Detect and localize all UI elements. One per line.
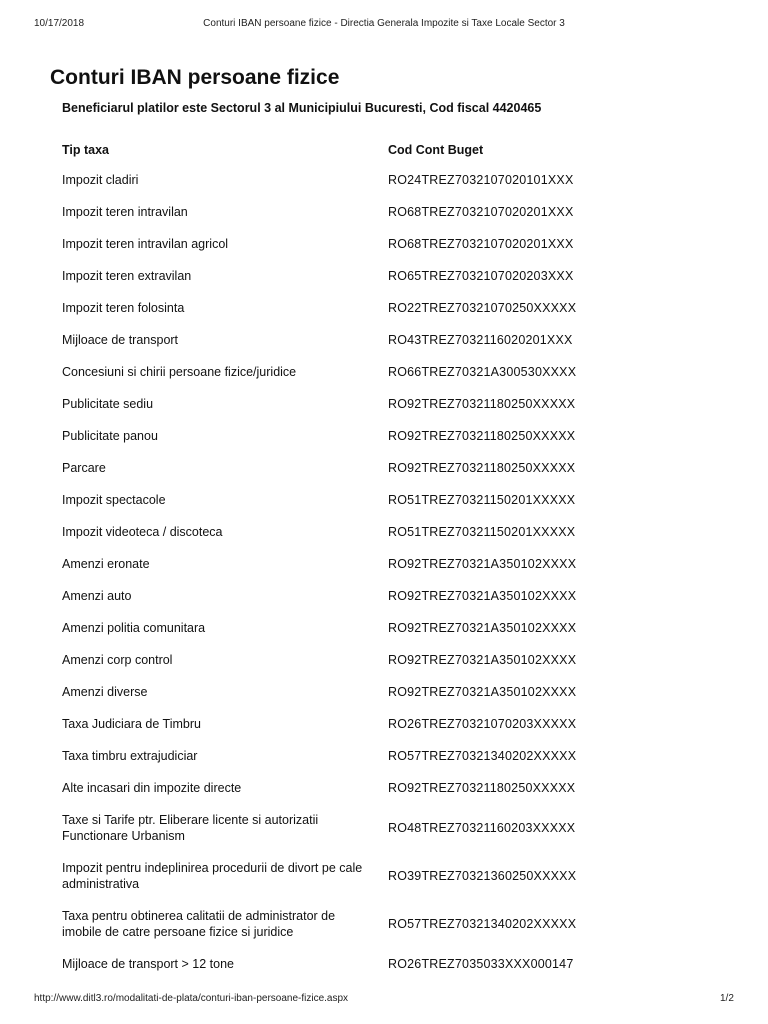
table-row xyxy=(52,804,724,852)
page-title: Conturi IBAN persoane fizice xyxy=(50,66,340,89)
tax-type-cell: Amenzi eronate xyxy=(62,557,150,571)
iban-cell: RO92TREZ70321180250XXXXX xyxy=(388,429,576,443)
iban-cell: RO92TREZ70321A350102XXXX xyxy=(388,589,577,603)
iban-cell: RO24TREZ7032107020101XXX xyxy=(388,173,574,187)
iban-cell: RO92TREZ70321180250XXXXX xyxy=(388,781,576,795)
tax-type-cell: Amenzi politia comunitara xyxy=(62,621,206,635)
table-row xyxy=(52,740,724,772)
iban-cell: RO57TREZ70321340202XXXXX xyxy=(388,917,577,931)
table-row xyxy=(52,260,724,292)
iban-cell: RO51TREZ70321150201XXXXX xyxy=(388,525,576,539)
print-page-title: Conturi IBAN persoane fizice - Directia Generala Impozite si Taxe Locale Sector 3 xyxy=(203,18,565,29)
tax-type-cell: Alte incasari din impozite directe xyxy=(62,781,242,795)
table-row xyxy=(52,676,724,708)
table-row xyxy=(52,772,724,804)
iban-cell: RO92TREZ70321A350102XXXX xyxy=(388,621,577,635)
iban-cell: RO43TREZ7032116020201XXX xyxy=(388,333,573,347)
iban-cell: RO68TREZ7032107020201XXX xyxy=(388,205,574,219)
table-row xyxy=(52,708,724,740)
table-row xyxy=(52,452,724,484)
iban-cell: RO26TREZ7035033XXX000147 xyxy=(388,957,574,971)
tax-type-cell: Concesiuni si chirii persoane fizice/juridice xyxy=(62,365,297,379)
tax-type-cell: Publicitate panou xyxy=(62,429,158,443)
iban-table xyxy=(52,136,724,980)
tax-type-cell: Impozit teren extravilan xyxy=(62,269,192,283)
tax-type-cell: Taxe si Tarife ptr. Eliberare licente si autorizatii Functionare Urbanism xyxy=(62,813,319,843)
iban-cell: RO66TREZ70321A300530XXXX xyxy=(388,365,577,379)
tax-type-cell: Impozit pentru indeplinirea procedurii de divort pe cale administrativa xyxy=(62,861,363,891)
table-header-row xyxy=(52,136,724,164)
table-row xyxy=(52,948,724,980)
table-row xyxy=(52,324,724,356)
table-row xyxy=(52,580,724,612)
table-row xyxy=(52,420,724,452)
table-row xyxy=(52,516,724,548)
table-row xyxy=(52,612,724,644)
iban-cell: RO22TREZ70321070250XXXXX xyxy=(388,301,577,315)
iban-cell: RO39TREZ70321360250XXXXX xyxy=(388,869,577,883)
iban-cell: RO48TREZ70321160203XXXXX xyxy=(388,821,576,835)
iban-cell: RO92TREZ70321180250XXXXX xyxy=(388,397,576,411)
tax-type-cell: Impozit cladiri xyxy=(62,173,139,187)
print-header xyxy=(0,6,768,29)
tax-type-cell: Impozit teren intravilan xyxy=(62,205,188,219)
table-row xyxy=(52,196,724,228)
tax-type-cell: Mijloace de transport > 12 tone xyxy=(62,957,234,971)
table-row xyxy=(52,644,724,676)
header-cod-cont-buget: Cod Cont Buget xyxy=(388,143,484,157)
iban-cell: RO68TREZ7032107020201XXX xyxy=(388,237,574,251)
table-row xyxy=(52,356,724,388)
tax-type-cell: Impozit teren intravilan agricol xyxy=(62,237,229,251)
table-row xyxy=(52,900,724,948)
tax-type-cell: Taxa timbru extrajudiciar xyxy=(62,749,198,763)
header-tip-taxa: Tip taxa xyxy=(62,143,110,157)
tax-type-cell: Impozit videoteca / discoteca xyxy=(62,525,223,539)
iban-cell: RO65TREZ7032107020203XXX xyxy=(388,269,574,283)
table-row xyxy=(52,292,724,324)
table-row xyxy=(52,388,724,420)
tax-type-cell: Taxa Judiciara de Timbru xyxy=(62,717,201,731)
table-row xyxy=(52,852,724,900)
tax-type-cell: Impozit teren folosinta xyxy=(62,301,185,315)
table-row xyxy=(52,164,724,196)
iban-cell: RO92TREZ70321A350102XXXX xyxy=(388,685,577,699)
iban-cell: RO26TREZ70321070203XXXXX xyxy=(388,717,577,731)
tax-type-cell: Mijloace de transport xyxy=(62,333,179,347)
tax-type-cell: Amenzi diverse xyxy=(62,685,148,699)
tax-type-cell: Taxa pentru obtinerea calitatii de administrator de imobile de catre persoane fizice si juridice xyxy=(62,909,336,939)
beneficiary-note: Beneficiarul platilor este Sectorul 3 al Municipiului Bucuresti, Cod fiscal 4420465 xyxy=(62,101,542,115)
tax-type-cell: Impozit spectacole xyxy=(62,493,166,507)
iban-cell: RO92TREZ70321A350102XXXX xyxy=(388,653,577,667)
print-url: http://www.ditl3.ro/modalitati-de-plata/conturi-iban-persoane-fizice.aspx xyxy=(34,993,349,1004)
table-row xyxy=(52,548,724,580)
print-date: 10/17/2018 xyxy=(34,18,85,29)
iban-cell: RO92TREZ70321180250XXXXX xyxy=(388,461,576,475)
iban-cell: RO92TREZ70321A350102XXXX xyxy=(388,557,577,571)
table-row xyxy=(52,228,724,260)
tax-type-cell: Amenzi auto xyxy=(62,589,132,603)
page-number: 1/2 xyxy=(720,993,734,1004)
table-row xyxy=(52,484,724,516)
tax-type-cell: Amenzi corp control xyxy=(62,653,173,667)
tax-type-cell: Parcare xyxy=(62,461,106,475)
iban-cell: RO57TREZ70321340202XXXXX xyxy=(388,749,577,763)
tax-type-cell: Publicitate sediu xyxy=(62,397,154,411)
iban-cell: RO51TREZ70321150201XXXXX xyxy=(388,493,576,507)
